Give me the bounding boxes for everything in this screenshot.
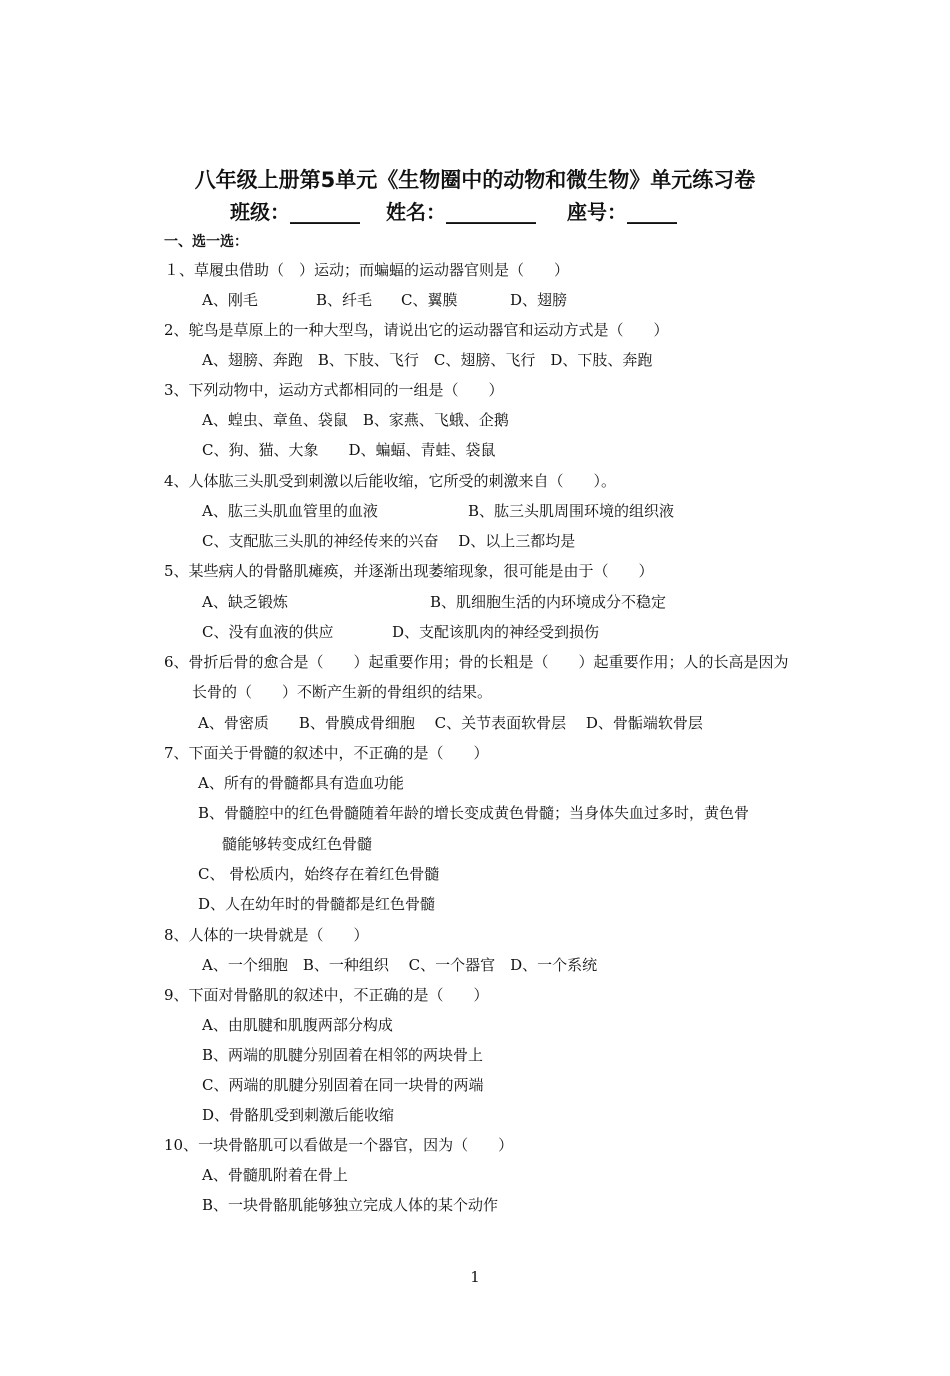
question-4-options-cd: C、支配肱三头肌的神经传来的兴奋 D、以上三都均是 (202, 532, 576, 550)
question-2-options: A、翅膀、奔跑 B、下肢、飞行 C、翅膀、飞行 D、下肢、奔跑 (202, 351, 653, 369)
option-c: C、翼膜 (401, 291, 458, 309)
option-b: B、肌细胞生活的内环境成分不稳定 (430, 593, 667, 611)
question-9-option-b: B、两端的肌腱分别固着在相邻的两块骨上 (202, 1046, 484, 1064)
document-title: 八年级上册第5单元《生物圈中的动物和微生物》单元练习卷 (194, 168, 756, 192)
question-10-option-b: B、一块骨骼肌能够独立完成人体的某个动作 (202, 1196, 499, 1214)
question-6-options: A、骨密质 B、骨膜成骨细胞 C、关节表面软骨层 D、骨骺端软骨层 (198, 714, 703, 732)
option-c: C、没有血液的供应 (202, 623, 334, 641)
question-7-option-c: C、 骨松质内，始终存在着红色骨髓 (198, 865, 440, 883)
question-3-options-ab: A、蝗虫、章鱼、袋鼠 B、家燕、飞蛾、企鹅 (202, 411, 509, 429)
option-b: B、纤毛 (316, 291, 373, 309)
option-a: A、刚毛 (202, 291, 258, 309)
option-d: D、支配该肌肉的神经受到损伤 (392, 623, 600, 641)
question-9-option-d: D、骨骼肌受到刺激后能收缩 (202, 1106, 395, 1124)
question-2: 2、鸵鸟是草原上的一种大型鸟，请说出它的运动器官和运动方式是（ ） (164, 321, 669, 339)
option-a: A、肱三头肌血管里的血液 (202, 502, 378, 520)
question-3-options-cd: C、狗、猫、大象 D、蝙蝠、青蛙、袋鼠 (202, 441, 496, 459)
question-5: 5、某些病人的骨骼肌瘫痪，并逐渐出现萎缩现象，很可能是由于（ ） (164, 562, 654, 580)
question-6-continued: 长骨的（ ）不断产生新的骨组织的结果。 (192, 683, 493, 701)
question-9: 9、下面对骨骼肌的叙述中，不正确的是（ ） (164, 986, 489, 1004)
question-9-option-a: A、由肌腱和肌腹两部分构成 (202, 1016, 393, 1034)
question-3: 3、下列动物中，运动方式都相同的一组是（ ） (164, 381, 504, 399)
option-a: A、缺乏锻炼 (202, 593, 288, 611)
question-8-options: A、一个细胞 B、一种组织 C、一个器官 D、一个系统 (202, 956, 598, 974)
question-10: 10、一块骨骼肌可以看做是一个器官，因为（ ） (164, 1136, 514, 1154)
question-6: 6、骨折后骨的愈合是（ ）起重要作用；骨的长粗是（ ）起重要作用；人的长高是因为 (164, 653, 789, 671)
option-b: B、肱三头肌周围环境的组织液 (468, 502, 675, 520)
option-d: D、翅膀 (510, 291, 568, 309)
question-7: 7、下面关于骨髓的叙述中，不正确的是（ ） (164, 744, 489, 762)
question-7-option-b-continued: 髓能够转变成红色骨髓 (222, 835, 373, 853)
question-7-option-a: A、所有的骨髓都具有造血功能 (198, 774, 404, 792)
name-field: 姓名：_________ (386, 200, 536, 224)
class-field: 班级：_______ (230, 200, 360, 224)
question-10-option-a: A、骨髓肌附着在骨上 (202, 1166, 348, 1184)
question-7-option-d: D、人在幼年时的骨髓都是红色骨髓 (198, 895, 436, 913)
question-4: 4、人体肱三头肌受到刺激以后能收缩，它所受的刺激来自（ ）。 (164, 472, 617, 490)
question-7-option-b: B、骨髓腔中的红色骨髓随着年龄的增长变成黄色骨髓；当身体失血过多时，黄色骨 (198, 804, 750, 822)
seat-field: 座号：_____ (567, 200, 677, 224)
question-8: 8、人体的一块骨就是（ ） (164, 926, 369, 944)
question-1: １、草履虫借助（ ）运动；而蝙蝠的运动器官则是（ ） (164, 261, 570, 279)
page-number: 1 (470, 1268, 480, 1286)
question-9-option-c: C、两端的肌腱分别固着在同一块骨的两端 (202, 1076, 484, 1094)
section-heading: 一、选一选： (164, 234, 248, 250)
